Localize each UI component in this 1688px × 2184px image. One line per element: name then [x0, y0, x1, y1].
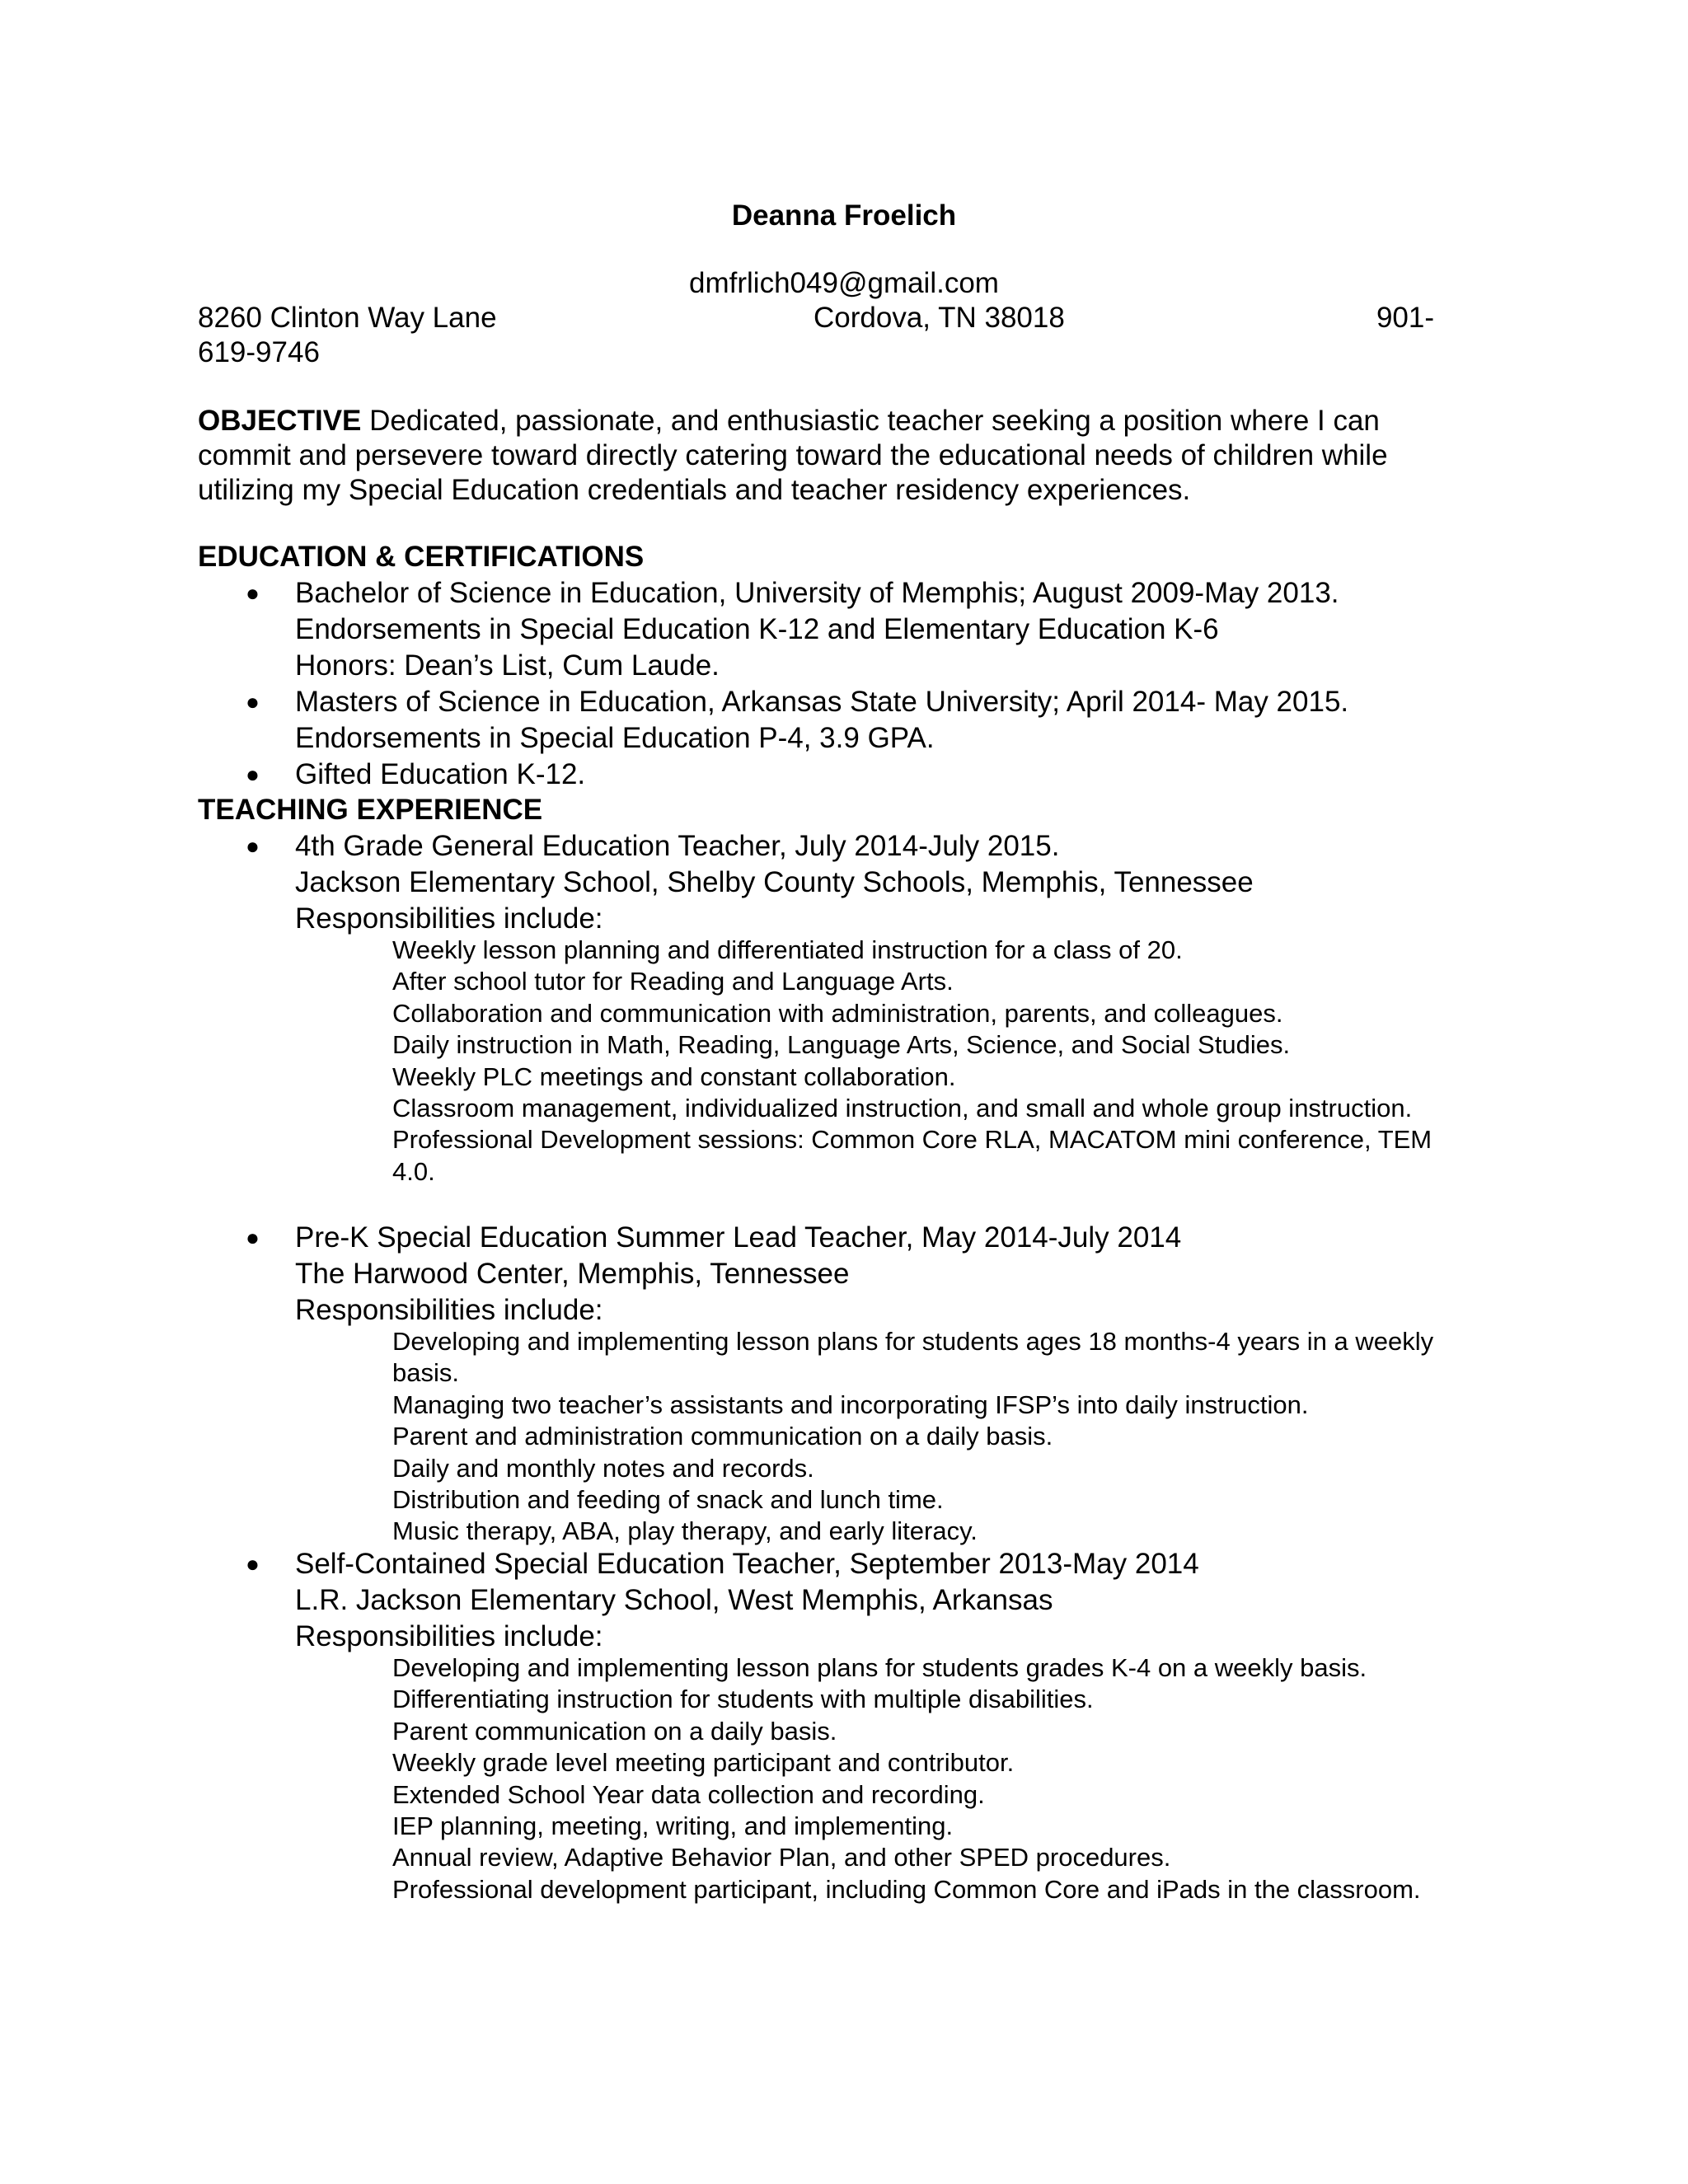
education-line: Endorsements in Special Education K-12 and Elementary Education K-6	[295, 613, 1219, 645]
experience-heading: TEACHING EXPERIENCE	[198, 794, 543, 826]
phone-prefix: 901-	[1376, 302, 1434, 334]
duty-item: Weekly lesson planning and differentiated instruction for a class of 20.	[392, 935, 1183, 964]
duties-list	[392, 1652, 1456, 1905]
bullet-icon: ●	[246, 689, 260, 715]
bullet-icon: ●	[246, 1551, 260, 1577]
city-state-zip: Cordova, TN 38018	[814, 302, 1065, 334]
job-employer: Jackson Elementary School, Shelby County Schools, Memphis, Tennessee	[295, 866, 1254, 898]
duty-item: Classroom management, individualized instruction, and small and whole group instruction.	[392, 1094, 1413, 1123]
job-title: 4th Grade General Education Teacher, July 2014-July 2015.	[295, 830, 1060, 862]
duty-item: IEP planning, meeting, writing, and implementing.	[392, 1811, 954, 1841]
phone-number: 619-9746	[198, 336, 320, 368]
education-line: Masters of Science in Education, Arkansas State University; April 2014- May 2015.	[295, 686, 1349, 718]
duty-item: Professional development participant, including Common Core and iPads in the classroom.	[392, 1874, 1421, 1904]
candidate-name: Deanna Froelich	[731, 199, 957, 232]
job-employer: The Harwood Center, Memphis, Tennessee	[295, 1258, 850, 1290]
job-title: Self-Contained Special Education Teacher, September 2013-May 2014	[295, 1548, 1199, 1580]
duty-item: After school tutor for Reading and Language Arts.	[392, 967, 954, 996]
duty-item: Parent communication on a daily basis.	[392, 1716, 837, 1746]
street-address: 8260 Clinton Way Lane	[198, 302, 497, 334]
duty-item: Annual review, Adaptive Behavior Plan, and other SPED procedures.	[392, 1843, 1171, 1872]
objective-text: Dedicated, passionate, and enthusiastic teacher seeking a position where I can commit and persevere toward directly catering toward the educational needs of children while utilizing my Special Education credentials and teacher residency experiences.	[198, 405, 1388, 506]
duty-item: Professional Development sessions: Common Core RLA, MACATOM mini conference, TEM 4.0.	[392, 1125, 1432, 1186]
duty-item: Developing and implementing lesson plans for students ages 18 months-4 years in a weekly basis.	[392, 1327, 1434, 1388]
duty-item: Developing and implementing lesson plans for students grades K-4 on a weekly basis.	[392, 1653, 1367, 1682]
education-line: Bachelor of Science in Education, University of Memphis; August 2009-May 2013.	[295, 577, 1339, 609]
duties-list	[392, 935, 1456, 1188]
duty-item: Extended School Year data collection and recording.	[392, 1779, 985, 1809]
contact-row	[198, 302, 1434, 336]
duty-item: Managing two teacher’s assistants and incorporating IFSP’s into daily instruction.	[392, 1390, 1309, 1419]
job-responsibilities-label: Responsibilities include:	[295, 902, 603, 935]
education-line: Endorsements in Special Education P-4, 3.9 GPA.	[295, 722, 935, 754]
duty-item: Daily instruction in Math, Reading, Language Arts, Science, and Social Studies.	[392, 1030, 1291, 1060]
education-line: Honors: Dean’s List, Cum Laude.	[295, 649, 720, 682]
job-responsibilities-label: Responsibilities include:	[295, 1620, 603, 1652]
bullet-icon: ●	[246, 762, 260, 787]
duty-item: Differentiating instruction for students with multiple disabilities.	[392, 1685, 1094, 1714]
education-heading: EDUCATION & CERTIFICATIONS	[198, 541, 645, 573]
duty-item: Collaboration and communication with administration, parents, and colleagues.	[392, 998, 1283, 1028]
job-title: Pre-K Special Education Summer Lead Teacher, May 2014-July 2014	[295, 1221, 1182, 1254]
objective-paragraph	[198, 404, 1434, 508]
duty-item: Weekly PLC meetings and constant collaboration.	[392, 1062, 956, 1091]
bullet-icon: ●	[246, 1225, 260, 1250]
duties-list	[392, 1326, 1456, 1548]
education-line: Gifted Education K-12.	[295, 758, 586, 790]
job-responsibilities-label: Responsibilities include:	[295, 1294, 603, 1326]
objective-label: OBJECTIVE	[198, 405, 362, 437]
bullet-icon: ●	[246, 833, 260, 859]
job-employer: L.R. Jackson Elementary School, West Memphis, Arkansas	[295, 1584, 1053, 1616]
duty-item: Parent and administration communication on a daily basis.	[392, 1422, 1053, 1451]
bullet-icon: ●	[246, 580, 260, 606]
email-address: dmfrlich049@gmail.com	[689, 267, 999, 299]
duty-item: Music therapy, ABA, play therapy, and early literacy.	[392, 1516, 978, 1546]
duty-item: Distribution and feeding of snack and lunch time.	[392, 1485, 944, 1515]
duty-item: Weekly grade level meeting participant and contributor.	[392, 1748, 1015, 1778]
duty-item: Daily and monthly notes and records.	[392, 1453, 814, 1483]
